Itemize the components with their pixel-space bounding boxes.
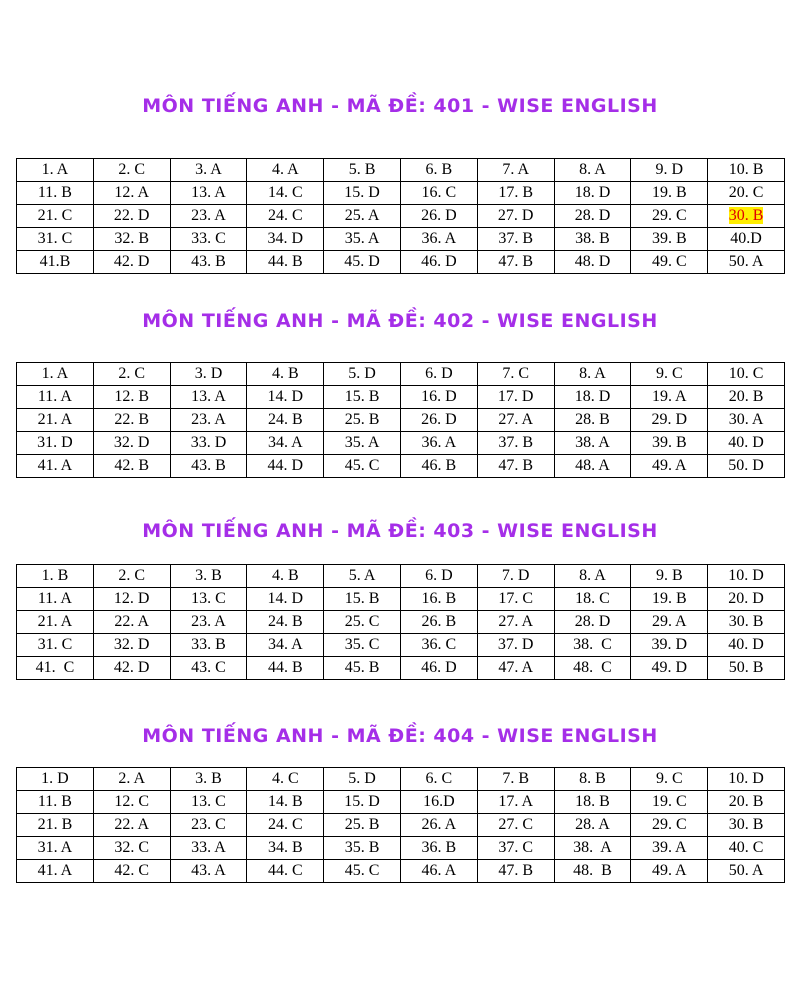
answer-cell: 10. B	[708, 159, 785, 182]
answer-cell: 20. D	[708, 588, 785, 611]
answer-cell: 13. A	[170, 386, 247, 409]
answer-cell: 32. C	[93, 837, 170, 860]
answer-cell: 42. D	[93, 251, 170, 274]
answer-cell: 23. A	[170, 205, 247, 228]
answer-cell: 9. B	[631, 565, 708, 588]
answer-cell: 3. D	[170, 363, 247, 386]
answer-cell: 35. C	[324, 634, 401, 657]
answer-cell: 6. D	[400, 363, 477, 386]
answer-cell: 4. A	[247, 159, 324, 182]
section-title-404: MÔN TIẾNG ANH - MÃ ĐỀ: 404 - WISE ENGLISH	[142, 725, 658, 747]
answer-cell: 19. C	[631, 791, 708, 814]
answer-cell: 15. D	[324, 791, 401, 814]
answer-cell: 47. B	[477, 455, 554, 478]
answer-cell: 20. B	[708, 386, 785, 409]
table-row	[17, 588, 785, 611]
answer-cell: 23. A	[170, 409, 247, 432]
answer-cell: 36. A	[400, 432, 477, 455]
answer-cell: 16.D	[400, 791, 477, 814]
answer-cell: 36. C	[400, 634, 477, 657]
answer-cell: 16. C	[400, 182, 477, 205]
answer-cell: 26. D	[400, 409, 477, 432]
answer-cell: 24. B	[247, 409, 324, 432]
table-row	[17, 860, 785, 883]
answer-cell: 19. B	[631, 182, 708, 205]
answer-cell: 1. D	[17, 768, 94, 791]
answer-cell: 38. C	[554, 634, 631, 657]
answer-cell: 50. B	[708, 657, 785, 680]
answer-cell: 3. A	[170, 159, 247, 182]
answer-cell: 2. C	[93, 565, 170, 588]
answer-cell: 39. A	[631, 837, 708, 860]
answer-cell: 25. B	[324, 814, 401, 837]
answer-cell: 14. D	[247, 588, 324, 611]
answer-cell: 43. B	[170, 251, 247, 274]
answer-cell: 22. A	[93, 814, 170, 837]
answer-cell: 39. D	[631, 634, 708, 657]
answer-cell: 50. D	[708, 455, 785, 478]
answer-cell: 14. C	[247, 182, 324, 205]
answer-cell: 47. B	[477, 860, 554, 883]
answer-cell: 26. B	[400, 611, 477, 634]
answer-cell: 2. A	[93, 768, 170, 791]
answer-cell: 48. D	[554, 251, 631, 274]
answer-cell: 46. B	[400, 455, 477, 478]
answer-cell: 37. D	[477, 634, 554, 657]
table-row	[17, 768, 785, 791]
answer-cell: 17. C	[477, 588, 554, 611]
answer-cell: 26. D	[400, 205, 477, 228]
answer-cell: 33. A	[170, 837, 247, 860]
answer-cell: 12. B	[93, 386, 170, 409]
table-row	[17, 791, 785, 814]
answer-cell: 24. C	[247, 205, 324, 228]
answer-cell: 16. B	[400, 588, 477, 611]
answer-cell: 25. C	[324, 611, 401, 634]
answer-cell: 16. D	[400, 386, 477, 409]
answer-cell: 19. B	[631, 588, 708, 611]
answer-cell: 28. B	[554, 409, 631, 432]
answer-cell: 4. C	[247, 768, 324, 791]
table-row	[17, 611, 785, 634]
answer-cell: 36. B	[400, 837, 477, 860]
answer-cell: 14. B	[247, 791, 324, 814]
answer-cell: 49. D	[631, 657, 708, 680]
answer-cell: 6. D	[400, 565, 477, 588]
answer-cell: 5. D	[324, 768, 401, 791]
answer-cell: 42. C	[93, 860, 170, 883]
answer-cell: 29. A	[631, 611, 708, 634]
answer-cell: 9. C	[631, 768, 708, 791]
table-row	[17, 228, 785, 251]
answer-cell: 2. C	[93, 363, 170, 386]
answer-cell: 9. D	[631, 159, 708, 182]
answer-cell: 1. A	[17, 363, 94, 386]
table-row	[17, 409, 785, 432]
answer-cell: 2. C	[93, 159, 170, 182]
answer-cell: 47. B	[477, 251, 554, 274]
answer-cell: 10. C	[708, 363, 785, 386]
answer-cell: 25. B	[324, 409, 401, 432]
answer-cell: 37. B	[477, 432, 554, 455]
answer-cell: 44. D	[247, 455, 324, 478]
answer-cell: 41.B	[17, 251, 94, 274]
answer-cell: 34. D	[247, 228, 324, 251]
answer-cell: 28. D	[554, 611, 631, 634]
table-row	[17, 159, 785, 182]
answer-cell: 10. D	[708, 768, 785, 791]
answer-cell: 45. B	[324, 657, 401, 680]
table-row	[17, 634, 785, 657]
answer-cell: 35. A	[324, 432, 401, 455]
answer-cell: 17. D	[477, 386, 554, 409]
answer-cell: 7. C	[477, 363, 554, 386]
answer-cell: 49. A	[631, 860, 708, 883]
answer-cell: 28. A	[554, 814, 631, 837]
answer-cell: 6. B	[400, 159, 477, 182]
answer-cell: 24. C	[247, 814, 324, 837]
table-row	[17, 205, 785, 228]
answer-cell: 21. A	[17, 409, 94, 432]
answer-cell: 43. B	[170, 455, 247, 478]
answer-table-404	[16, 767, 785, 883]
answer-cell: 30. B	[708, 611, 785, 634]
answer-cell: 39. B	[631, 228, 708, 251]
answer-cell: 48. A	[554, 455, 631, 478]
answer-cell: 19. A	[631, 386, 708, 409]
answer-cell: 22. B	[93, 409, 170, 432]
table-row	[17, 251, 785, 274]
answer-cell: 1. B	[17, 565, 94, 588]
answer-cell: 48. C	[554, 657, 631, 680]
answer-cell: 40.D	[708, 228, 785, 251]
answer-cell: 34. B	[247, 837, 324, 860]
answer-cell: 43. C	[170, 657, 247, 680]
answer-cell: 31. C	[17, 228, 94, 251]
answer-cell: 46. D	[400, 657, 477, 680]
answer-cell: 32. D	[93, 634, 170, 657]
answer-cell: 9. C	[631, 363, 708, 386]
answer-cell: 36. A	[400, 228, 477, 251]
answer-cell: 32. B	[93, 228, 170, 251]
answer-cell: 3. B	[170, 565, 247, 588]
answer-cell: 44. B	[247, 251, 324, 274]
answer-cell: 49. A	[631, 455, 708, 478]
answer-cell: 27. C	[477, 814, 554, 837]
answer-cell: 29. D	[631, 409, 708, 432]
answer-cell: 17. A	[477, 791, 554, 814]
answer-cell: 4. B	[247, 565, 324, 588]
answer-cell: 5. B	[324, 159, 401, 182]
answer-cell: 3. B	[170, 768, 247, 791]
answer-cell: 37. B	[477, 228, 554, 251]
answer-cell: 13. C	[170, 791, 247, 814]
answer-cell: 21. C	[17, 205, 94, 228]
answer-cell: 17. B	[477, 182, 554, 205]
table-row	[17, 432, 785, 455]
table-row	[17, 565, 785, 588]
answer-cell: 35. A	[324, 228, 401, 251]
answer-cell: 23. A	[170, 611, 247, 634]
answer-cell-highlighted: 30. B	[708, 205, 785, 228]
answer-cell: 40. D	[708, 634, 785, 657]
answer-cell: 29. C	[631, 814, 708, 837]
answer-cell: 21. B	[17, 814, 94, 837]
answer-cell: 15. D	[324, 182, 401, 205]
answer-cell: 22. D	[93, 205, 170, 228]
answer-cell: 7. B	[477, 768, 554, 791]
answer-cell: 25. A	[324, 205, 401, 228]
answer-cell: 10. D	[708, 565, 785, 588]
answer-cell: 11. B	[17, 182, 94, 205]
answer-cell: 37. C	[477, 837, 554, 860]
answer-table-402	[16, 362, 785, 478]
answer-cell: 45. D	[324, 251, 401, 274]
answer-cell: 20. B	[708, 791, 785, 814]
answer-cell: 40. C	[708, 837, 785, 860]
answer-cell: 34. A	[247, 432, 324, 455]
answer-cell: 35. B	[324, 837, 401, 860]
answer-cell: 43. A	[170, 860, 247, 883]
answer-cell: 11. A	[17, 386, 94, 409]
answer-cell: 8. A	[554, 363, 631, 386]
answer-cell: 28. D	[554, 205, 631, 228]
answer-cell: 5. A	[324, 565, 401, 588]
answer-cell: 23. C	[170, 814, 247, 837]
answer-cell: 38. A	[554, 432, 631, 455]
answer-cell: 41. C	[17, 657, 94, 680]
answer-cell: 18. D	[554, 182, 631, 205]
answer-cell: 32. D	[93, 432, 170, 455]
answer-cell: 40. D	[708, 432, 785, 455]
answer-cell: 12. D	[93, 588, 170, 611]
answer-cell: 15. B	[324, 588, 401, 611]
answer-cell: 42. D	[93, 657, 170, 680]
answer-cell: 5. D	[324, 363, 401, 386]
answer-cell: 18. D	[554, 386, 631, 409]
answer-cell: 11. B	[17, 791, 94, 814]
answer-cell: 38. B	[554, 228, 631, 251]
answer-cell: 7. A	[477, 159, 554, 182]
answer-cell: 33. C	[170, 228, 247, 251]
answer-cell: 48. B	[554, 860, 631, 883]
answer-cell: 18. B	[554, 791, 631, 814]
answer-cell: 8. A	[554, 159, 631, 182]
section-title-402: MÔN TIẾNG ANH - MÃ ĐỀ: 402 - WISE ENGLISH	[142, 310, 658, 332]
answer-cell: 47. A	[477, 657, 554, 680]
answer-cell: 30. A	[708, 409, 785, 432]
answer-cell: 21. A	[17, 611, 94, 634]
table-row	[17, 363, 785, 386]
answer-cell: 8. B	[554, 768, 631, 791]
answer-cell: 27. A	[477, 611, 554, 634]
answer-cell: 49. C	[631, 251, 708, 274]
answer-table-403	[16, 564, 785, 680]
answer-cell: 38. A	[554, 837, 631, 860]
answer-cell: 1. A	[17, 159, 94, 182]
answer-cell: 18. C	[554, 588, 631, 611]
answer-cell: 30. B	[708, 814, 785, 837]
answer-cell: 45. C	[324, 860, 401, 883]
answer-cell: 22. A	[93, 611, 170, 634]
answer-cell: 50. A	[708, 860, 785, 883]
table-row	[17, 657, 785, 680]
answer-cell: 46. D	[400, 251, 477, 274]
answer-cell: 39. B	[631, 432, 708, 455]
answer-cell: 15. B	[324, 386, 401, 409]
answer-table-401	[16, 158, 785, 274]
answer-cell: 20. C	[708, 182, 785, 205]
answer-cell: 41. A	[17, 860, 94, 883]
answer-cell: 41. A	[17, 455, 94, 478]
table-row	[17, 814, 785, 837]
answer-cell: 44. C	[247, 860, 324, 883]
answer-cell: 13. A	[170, 182, 247, 205]
answer-cell: 7. D	[477, 565, 554, 588]
answer-cell: 27. D	[477, 205, 554, 228]
section-title-403: MÔN TIẾNG ANH - MÃ ĐỀ: 403 - WISE ENGLISH	[142, 520, 658, 542]
answer-cell: 27. A	[477, 409, 554, 432]
table-row	[17, 386, 785, 409]
answer-cell: 34. A	[247, 634, 324, 657]
answer-cell: 24. B	[247, 611, 324, 634]
answer-cell: 4. B	[247, 363, 324, 386]
answer-cell: 12. C	[93, 791, 170, 814]
answer-cell: 42. B	[93, 455, 170, 478]
answer-cell: 50. A	[708, 251, 785, 274]
answer-cell: 6. C	[400, 768, 477, 791]
answer-cell: 8. A	[554, 565, 631, 588]
answer-cell: 14. D	[247, 386, 324, 409]
answer-cell: 12. A	[93, 182, 170, 205]
answer-cell: 33. B	[170, 634, 247, 657]
table-row	[17, 837, 785, 860]
answer-cell: 33. D	[170, 432, 247, 455]
answer-cell: 31. C	[17, 634, 94, 657]
table-row	[17, 182, 785, 205]
table-row	[17, 455, 785, 478]
answer-cell: 31. D	[17, 432, 94, 455]
answer-cell: 46. A	[400, 860, 477, 883]
answer-cell: 26. A	[400, 814, 477, 837]
section-title-401: MÔN TIẾNG ANH - MÃ ĐỀ: 401 - WISE ENGLISH	[142, 95, 658, 117]
answer-cell: 31. A	[17, 837, 94, 860]
answer-cell: 11. A	[17, 588, 94, 611]
answer-cell: 44. B	[247, 657, 324, 680]
answer-cell: 45. C	[324, 455, 401, 478]
answer-cell: 13. C	[170, 588, 247, 611]
answer-cell: 29. C	[631, 205, 708, 228]
